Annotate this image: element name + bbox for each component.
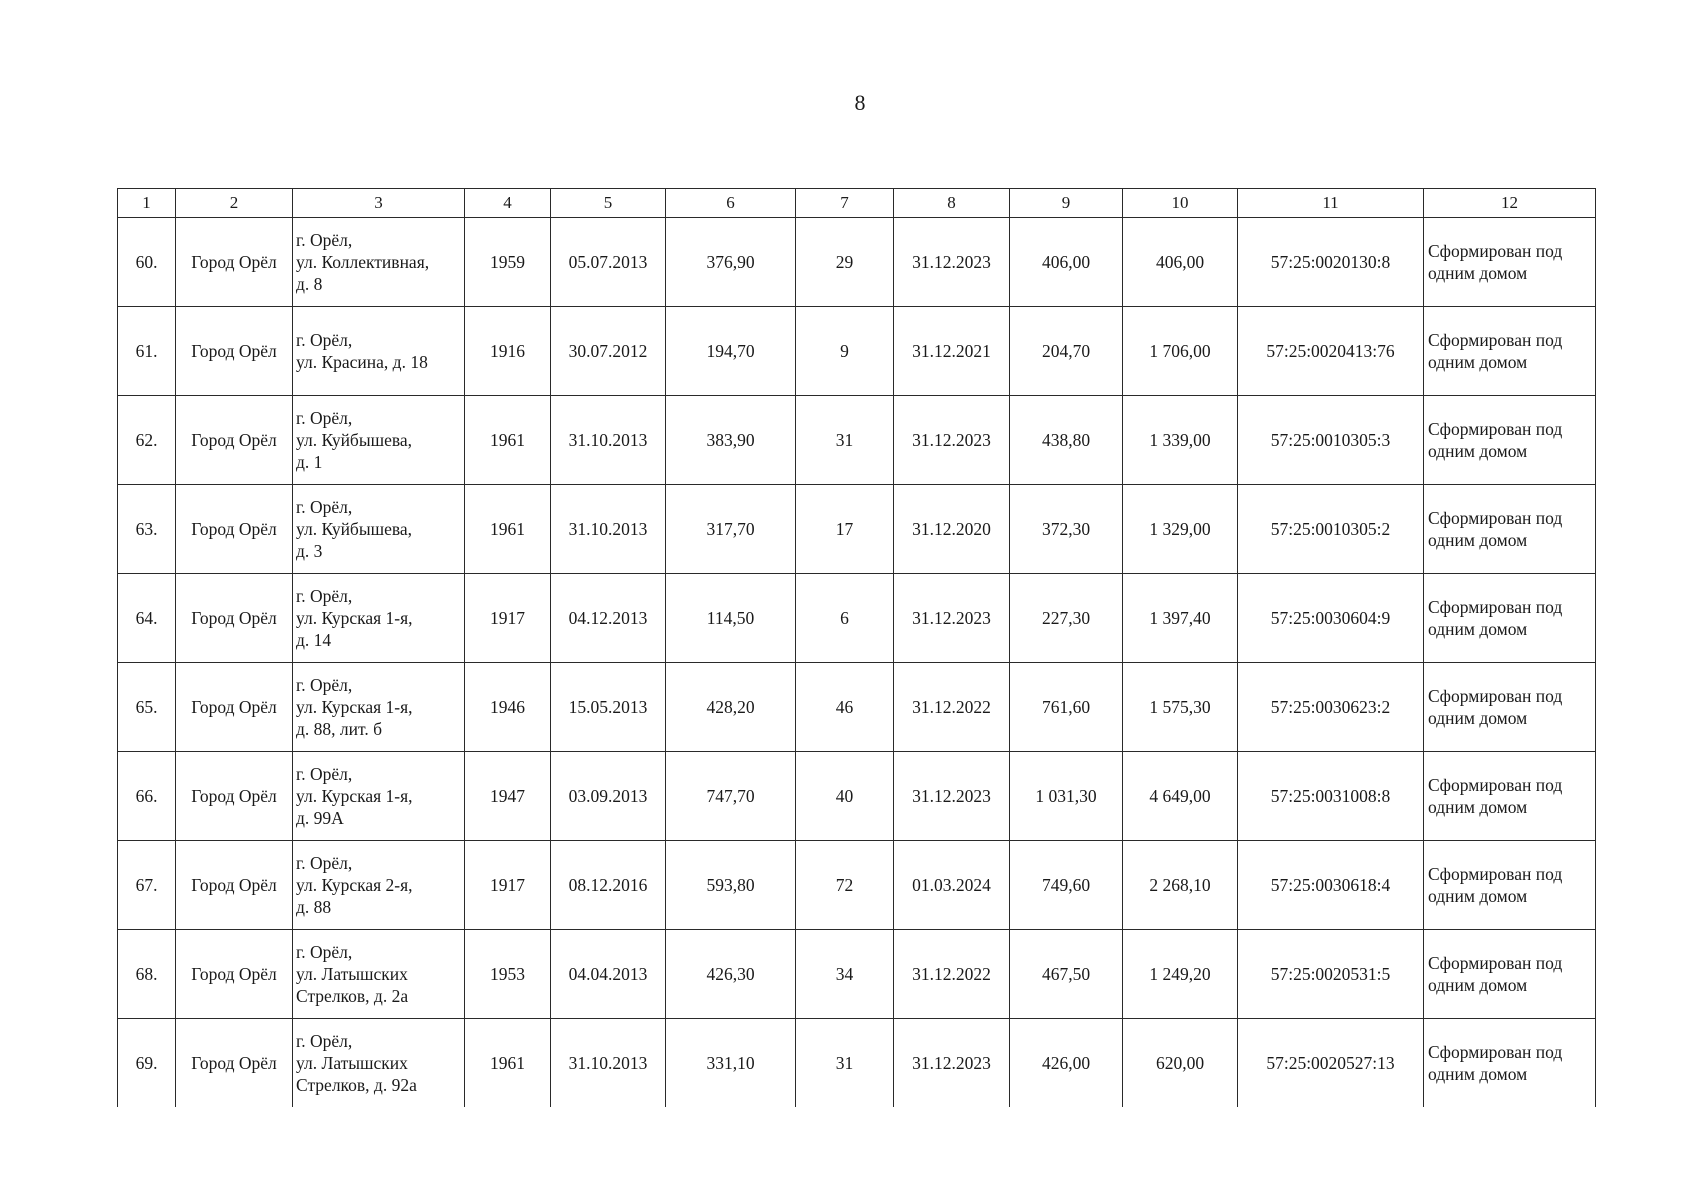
date-cell: 15.05.2013 bbox=[551, 663, 666, 752]
date-cell: 31.10.2013 bbox=[551, 396, 666, 485]
area-cell: 114,50 bbox=[666, 574, 796, 663]
residents-cell: 46 bbox=[796, 663, 894, 752]
date-cell: 04.04.2013 bbox=[551, 930, 666, 1019]
note-line: одним домом bbox=[1428, 1064, 1528, 1084]
municipality-cell: Город Орёл bbox=[176, 218, 293, 307]
address-line: д. 3 bbox=[296, 541, 323, 561]
residents-cell: 40 bbox=[796, 752, 894, 841]
table-body bbox=[118, 218, 1596, 1108]
note-line: одним домом bbox=[1428, 708, 1528, 728]
note-line: одним домом bbox=[1428, 441, 1528, 461]
table-row bbox=[118, 1019, 1596, 1108]
cadastral-number-cell: 57:25:0010305:2 bbox=[1238, 485, 1424, 574]
address-line: г. Орёл, bbox=[296, 1031, 353, 1051]
note-cell bbox=[1424, 752, 1596, 841]
address-line: ул. Куйбышева, bbox=[296, 430, 413, 450]
column-header: 4 bbox=[465, 189, 551, 218]
address-line: Стрелков, д. 2а bbox=[296, 986, 409, 1006]
municipality-cell: Город Орёл bbox=[176, 574, 293, 663]
area-cell: 426,30 bbox=[666, 930, 796, 1019]
note-line: одним домом bbox=[1428, 797, 1528, 817]
column-header: 6 bbox=[666, 189, 796, 218]
address-cell bbox=[293, 307, 465, 396]
residents-cell: 9 bbox=[796, 307, 894, 396]
value-col10-cell: 1 397,40 bbox=[1123, 574, 1238, 663]
address-cell bbox=[293, 930, 465, 1019]
residents-cell: 34 bbox=[796, 930, 894, 1019]
date-cell: 04.12.2013 bbox=[551, 574, 666, 663]
note-cell bbox=[1424, 930, 1596, 1019]
column-number-header-row bbox=[118, 189, 1596, 218]
note-line: одним домом bbox=[1428, 352, 1528, 372]
year-cell: 1947 bbox=[465, 752, 551, 841]
note-cell bbox=[1424, 841, 1596, 930]
area-cell: 383,90 bbox=[666, 396, 796, 485]
value-col10-cell: 2 268,10 bbox=[1123, 841, 1238, 930]
municipality-cell: Город Орёл bbox=[176, 485, 293, 574]
value-col9-cell: 204,70 bbox=[1010, 307, 1123, 396]
value-col10-cell: 1 339,00 bbox=[1123, 396, 1238, 485]
year-cell: 1959 bbox=[465, 218, 551, 307]
deadline-cell: 31.12.2023 bbox=[894, 1019, 1010, 1108]
cadastral-number-cell: 57:25:0031008:8 bbox=[1238, 752, 1424, 841]
address-line: ул. Курская 1-я, bbox=[296, 786, 413, 806]
note-cell bbox=[1424, 1019, 1596, 1108]
municipality-cell: Город Орёл bbox=[176, 841, 293, 930]
address-line: ул. Коллективная, bbox=[296, 252, 430, 272]
value-col9-cell: 438,80 bbox=[1010, 396, 1123, 485]
date-cell: 31.10.2013 bbox=[551, 485, 666, 574]
note-line: Сформирован под bbox=[1428, 686, 1563, 706]
address-cell bbox=[293, 485, 465, 574]
table-row bbox=[118, 752, 1596, 841]
address-line: д. 99А bbox=[296, 808, 344, 828]
value-col9-cell: 467,50 bbox=[1010, 930, 1123, 1019]
address-line: г. Орёл, bbox=[296, 675, 353, 695]
note-line: одним домом bbox=[1428, 886, 1528, 906]
cadastral-number-cell: 57:25:0030618:4 bbox=[1238, 841, 1424, 930]
cadastral-number-cell: 57:25:0020413:76 bbox=[1238, 307, 1424, 396]
value-col9-cell: 426,00 bbox=[1010, 1019, 1123, 1108]
address-line: г. Орёл, bbox=[296, 408, 353, 428]
registry-table bbox=[117, 188, 1596, 1107]
address-line: ул. Курская 1-я, bbox=[296, 697, 413, 717]
value-col10-cell: 406,00 bbox=[1123, 218, 1238, 307]
value-col10-cell: 1 575,30 bbox=[1123, 663, 1238, 752]
value-col9-cell: 372,30 bbox=[1010, 485, 1123, 574]
table-row bbox=[118, 218, 1596, 307]
row-number: 68. bbox=[118, 930, 176, 1019]
note-cell bbox=[1424, 485, 1596, 574]
address-line: Стрелков, д. 92а bbox=[296, 1075, 417, 1095]
area-cell: 428,20 bbox=[666, 663, 796, 752]
address-cell bbox=[293, 663, 465, 752]
municipality-cell: Город Орёл bbox=[176, 663, 293, 752]
date-cell: 30.07.2012 bbox=[551, 307, 666, 396]
row-number: 66. bbox=[118, 752, 176, 841]
note-cell bbox=[1424, 396, 1596, 485]
residents-cell: 6 bbox=[796, 574, 894, 663]
table-row bbox=[118, 663, 1596, 752]
column-header: 3 bbox=[293, 189, 465, 218]
residents-cell: 29 bbox=[796, 218, 894, 307]
address-line: г. Орёл, bbox=[296, 497, 353, 517]
year-cell: 1961 bbox=[465, 396, 551, 485]
address-line: ул. Курская 1-я, bbox=[296, 608, 413, 628]
year-cell: 1916 bbox=[465, 307, 551, 396]
deadline-cell: 31.12.2023 bbox=[894, 752, 1010, 841]
note-cell bbox=[1424, 574, 1596, 663]
note-line: Сформирован под bbox=[1428, 775, 1563, 795]
deadline-cell: 31.12.2023 bbox=[894, 396, 1010, 485]
note-line: одним домом bbox=[1428, 263, 1528, 283]
residents-cell: 72 bbox=[796, 841, 894, 930]
address-line: г. Орёл, bbox=[296, 764, 353, 784]
address-line: д. 1 bbox=[296, 452, 323, 472]
table-row bbox=[118, 841, 1596, 930]
note-line: Сформирован под bbox=[1428, 864, 1563, 884]
column-header: 9 bbox=[1010, 189, 1123, 218]
note-line: одним домом bbox=[1428, 530, 1528, 550]
address-line: г. Орёл, bbox=[296, 230, 353, 250]
column-header: 12 bbox=[1424, 189, 1596, 218]
note-line: Сформирован под bbox=[1428, 330, 1563, 350]
address-cell bbox=[293, 752, 465, 841]
year-cell: 1917 bbox=[465, 841, 551, 930]
value-col9-cell: 227,30 bbox=[1010, 574, 1123, 663]
cadastral-number-cell: 57:25:0020527:13 bbox=[1238, 1019, 1424, 1108]
value-col9-cell: 1 031,30 bbox=[1010, 752, 1123, 841]
row-number: 67. bbox=[118, 841, 176, 930]
deadline-cell: 31.12.2020 bbox=[894, 485, 1010, 574]
cadastral-number-cell: 57:25:0030623:2 bbox=[1238, 663, 1424, 752]
table-row bbox=[118, 930, 1596, 1019]
column-header: 5 bbox=[551, 189, 666, 218]
address-cell bbox=[293, 1019, 465, 1108]
address-cell bbox=[293, 841, 465, 930]
row-number: 65. bbox=[118, 663, 176, 752]
note-cell bbox=[1424, 218, 1596, 307]
address-line: ул. Курская 2-я, bbox=[296, 875, 413, 895]
row-number: 64. bbox=[118, 574, 176, 663]
date-cell: 31.10.2013 bbox=[551, 1019, 666, 1108]
note-line: Сформирован под bbox=[1428, 508, 1563, 528]
address-line: г. Орёл, bbox=[296, 586, 353, 606]
note-line: одним домом bbox=[1428, 975, 1528, 995]
value-col10-cell: 1 706,00 bbox=[1123, 307, 1238, 396]
residents-cell: 31 bbox=[796, 396, 894, 485]
cadastral-number-cell: 57:25:0020531:5 bbox=[1238, 930, 1424, 1019]
address-line: ул. Латышских bbox=[296, 964, 408, 984]
table-row bbox=[118, 574, 1596, 663]
row-number: 62. bbox=[118, 396, 176, 485]
year-cell: 1961 bbox=[465, 1019, 551, 1108]
row-number: 63. bbox=[118, 485, 176, 574]
address-cell bbox=[293, 218, 465, 307]
table-row bbox=[118, 307, 1596, 396]
year-cell: 1917 bbox=[465, 574, 551, 663]
address-cell bbox=[293, 574, 465, 663]
note-cell bbox=[1424, 307, 1596, 396]
deadline-cell: 31.12.2023 bbox=[894, 574, 1010, 663]
municipality-cell: Город Орёл bbox=[176, 1019, 293, 1108]
area-cell: 317,70 bbox=[666, 485, 796, 574]
date-cell: 05.07.2013 bbox=[551, 218, 666, 307]
row-number: 69. bbox=[118, 1019, 176, 1108]
column-header: 8 bbox=[894, 189, 1010, 218]
address-line: г. Орёл, bbox=[296, 942, 353, 962]
note-line: Сформирован под bbox=[1428, 419, 1563, 439]
address-line: ул. Красина, д. 18 bbox=[296, 352, 428, 372]
cadastral-number-cell: 57:25:0030604:9 bbox=[1238, 574, 1424, 663]
row-number: 61. bbox=[118, 307, 176, 396]
municipality-cell: Город Орёл bbox=[176, 752, 293, 841]
deadline-cell: 31.12.2022 bbox=[894, 930, 1010, 1019]
cadastral-number-cell: 57:25:0010305:3 bbox=[1238, 396, 1424, 485]
note-line: Сформирован под bbox=[1428, 1042, 1563, 1062]
address-line: г. Орёл, bbox=[296, 853, 353, 873]
area-cell: 593,80 bbox=[666, 841, 796, 930]
year-cell: 1961 bbox=[465, 485, 551, 574]
column-header: 7 bbox=[796, 189, 894, 218]
address-line: д. 8 bbox=[296, 274, 323, 294]
value-col9-cell: 749,60 bbox=[1010, 841, 1123, 930]
address-line: ул. Латышских bbox=[296, 1053, 408, 1073]
residents-cell: 31 bbox=[796, 1019, 894, 1108]
note-line: Сформирован под bbox=[1428, 241, 1563, 261]
year-cell: 1953 bbox=[465, 930, 551, 1019]
page-number: 8 bbox=[854, 90, 866, 115]
address-line: ул. Куйбышева, bbox=[296, 519, 413, 539]
municipality-cell: Город Орёл bbox=[176, 396, 293, 485]
deadline-cell: 31.12.2021 bbox=[894, 307, 1010, 396]
column-header: 2 bbox=[176, 189, 293, 218]
area-cell: 747,70 bbox=[666, 752, 796, 841]
residents-cell: 17 bbox=[796, 485, 894, 574]
area-cell: 376,90 bbox=[666, 218, 796, 307]
area-cell: 331,10 bbox=[666, 1019, 796, 1108]
row-number: 60. bbox=[118, 218, 176, 307]
column-header: 1 bbox=[118, 189, 176, 218]
value-col9-cell: 406,00 bbox=[1010, 218, 1123, 307]
address-line: д. 14 bbox=[296, 630, 332, 650]
deadline-cell: 31.12.2022 bbox=[894, 663, 1010, 752]
address-line: д. 88 bbox=[296, 897, 332, 917]
value-col10-cell: 1 329,00 bbox=[1123, 485, 1238, 574]
year-cell: 1946 bbox=[465, 663, 551, 752]
note-line: Сформирован под bbox=[1428, 597, 1563, 617]
value-col10-cell: 1 249,20 bbox=[1123, 930, 1238, 1019]
date-cell: 08.12.2016 bbox=[551, 841, 666, 930]
note-cell bbox=[1424, 663, 1596, 752]
note-line: одним домом bbox=[1428, 619, 1528, 639]
value-col9-cell: 761,60 bbox=[1010, 663, 1123, 752]
municipality-cell: Город Орёл bbox=[176, 930, 293, 1019]
address-cell bbox=[293, 396, 465, 485]
cadastral-number-cell: 57:25:0020130:8 bbox=[1238, 218, 1424, 307]
column-header: 11 bbox=[1238, 189, 1424, 218]
area-cell: 194,70 bbox=[666, 307, 796, 396]
column-header: 10 bbox=[1123, 189, 1238, 218]
table-row bbox=[118, 396, 1596, 485]
value-col10-cell: 620,00 bbox=[1123, 1019, 1238, 1108]
address-line: г. Орёл, bbox=[296, 330, 353, 350]
address-line: д. 88, лит. б bbox=[296, 719, 382, 739]
value-col10-cell: 4 649,00 bbox=[1123, 752, 1238, 841]
date-cell: 03.09.2013 bbox=[551, 752, 666, 841]
municipality-cell: Город Орёл bbox=[176, 307, 293, 396]
deadline-cell: 31.12.2023 bbox=[894, 218, 1010, 307]
note-line: Сформирован под bbox=[1428, 953, 1563, 973]
deadline-cell: 01.03.2024 bbox=[894, 841, 1010, 930]
table-row bbox=[118, 485, 1596, 574]
